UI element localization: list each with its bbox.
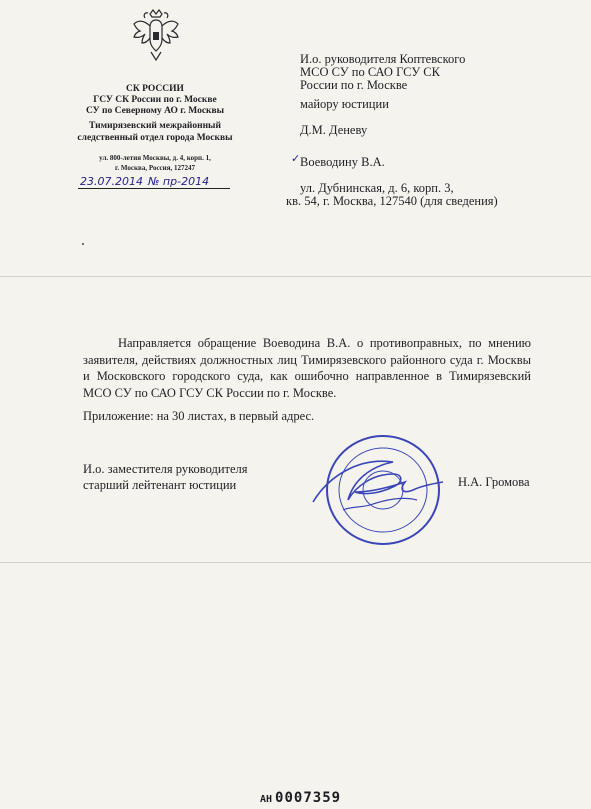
issuer-line: СУ по Северному АО г. Москвы	[85, 106, 225, 116]
issuer-address	[60, 153, 250, 173]
recipient-line: России по г. Москве	[300, 78, 408, 92]
handwritten-date: 23.07.2014	[80, 175, 143, 188]
department-line: следственный отдел города Москвы	[77, 133, 233, 143]
recipient-name: Д.М. Деневу	[300, 123, 368, 137]
paper-fold-line	[0, 562, 591, 563]
recipient-line: И.о. руководителя Коптевского	[300, 52, 466, 66]
secondary-recipient-address-line: ул. Дубнинская, д. 6, корп. 3,	[300, 181, 454, 195]
blank-serial-number	[260, 787, 341, 806]
issuer-line: СК РОССИИ	[126, 84, 184, 94]
secondary-recipient-name: Воеводину В.А.	[300, 155, 385, 169]
issuer-line: ГСУ СК России по г. Москве	[93, 95, 217, 105]
department-line: Тимирязевский межрайонный	[89, 121, 221, 131]
handwritten-number: № пр-2014	[148, 175, 210, 188]
date-underline	[78, 188, 230, 189]
address-line: ул. 800-летия Москвы, д. 4, корп. 1,	[99, 154, 211, 162]
serial-prefix: АН	[260, 794, 273, 805]
official-stamp-icon	[303, 432, 453, 550]
recipient-line: МСО СУ по САО ГСУ СК	[300, 65, 440, 79]
issuer-department	[60, 120, 250, 144]
serial-digits: 0007359	[275, 790, 342, 806]
recipient-block	[300, 53, 560, 92]
address-line: г. Москва, Россия, 127247	[115, 164, 195, 172]
ink-dot	[82, 243, 84, 245]
secondary-recipient-address-line: кв. 54, г. Москва, 127540 (для сведения)	[286, 194, 498, 208]
recipient-rank: майору юстиции	[300, 97, 389, 111]
signatory-title-line: старший лейтенант юстиции	[83, 478, 237, 492]
annex-note: Приложение: на 30 листах, в первый адрес.	[83, 409, 315, 423]
letter-body-paragraph: Направляется обращение Воеводина В.А. о противоправных, по мнению заявителя, действиях должностных лиц Тимирязевского районного суда г. Москвы и Московского городского суда, как ошибочно направленное в Тимирязевский МСО СУ по САО ГСУ СК России по г. Москве.	[83, 336, 531, 400]
check-mark-icon: ✓	[291, 153, 301, 165]
paper-fold-line	[0, 276, 591, 277]
signatory-title-line: И.о. заместителя руководителя	[83, 462, 248, 476]
issuer-organization	[60, 84, 250, 117]
coat-of-arms-icon	[131, 8, 181, 64]
signatory-name: Н.А. Громова	[458, 475, 530, 489]
signatory-title	[83, 461, 248, 493]
